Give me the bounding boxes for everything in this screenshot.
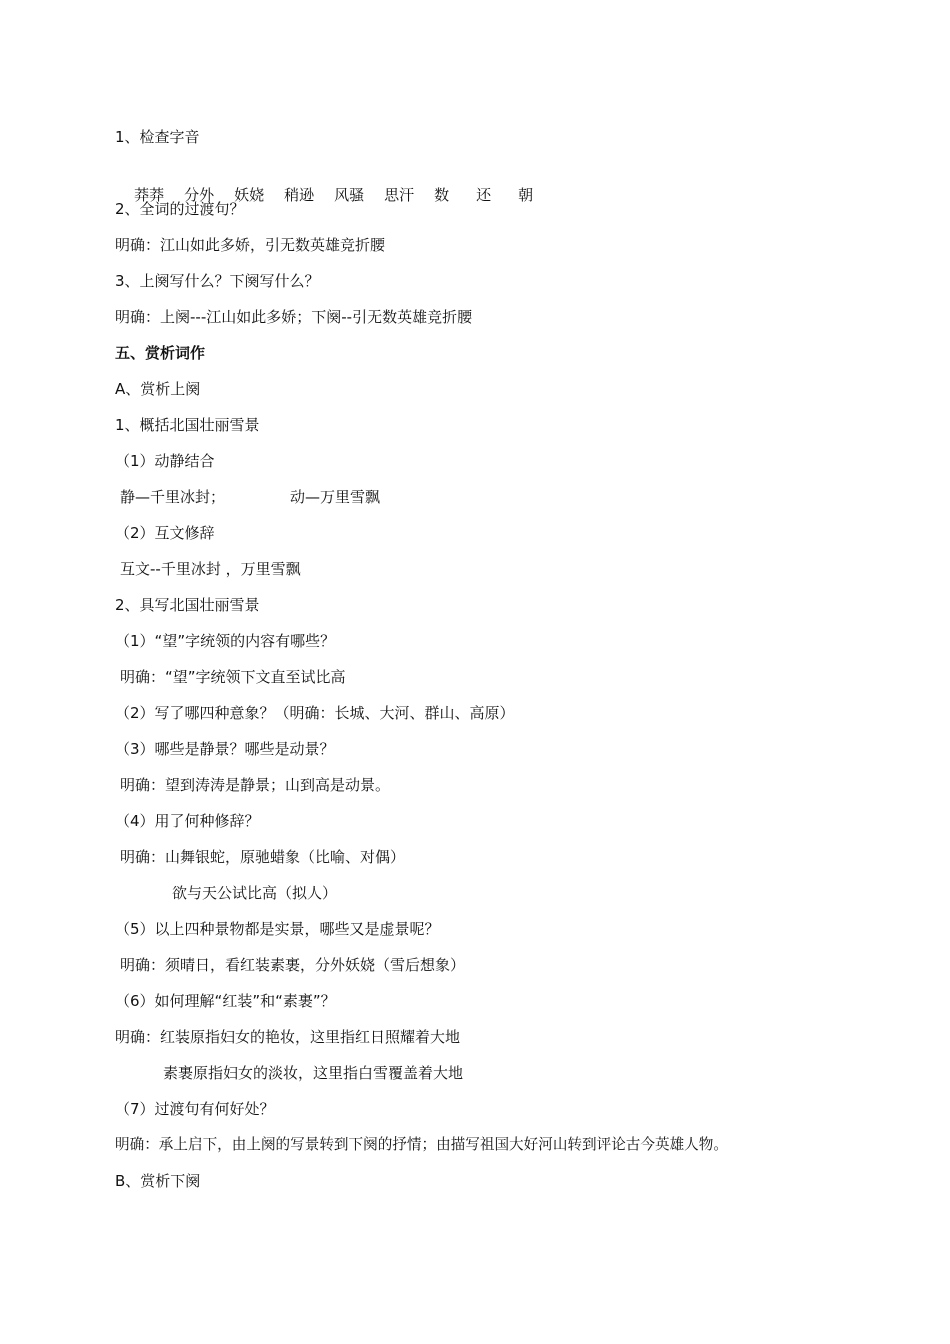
intertext-example: 互文--千里冰封 ，万里雪飘 xyxy=(120,560,301,578)
point-1-1: （1）动静结合 xyxy=(115,452,215,470)
word-item: 朝 xyxy=(518,186,534,204)
point-2: 2、具写北国壮丽雪景 xyxy=(115,596,260,614)
question-parts: 3、上阕写什么？下阕写什么？ xyxy=(115,272,320,290)
dynamic-scene: 动—万里雪飘 xyxy=(290,488,381,506)
question-2-1: （1）“望”字统领的内容有哪些？ xyxy=(115,632,336,650)
subsection-b: B、赏析下阕 xyxy=(115,1172,201,1190)
word-item: 还 xyxy=(476,186,492,204)
answer-2-4-cont: 欲与天公试比高（拟人） xyxy=(172,884,338,902)
question-2-5: （5）以上四种景物都是实景，哪些又是虚景呢？ xyxy=(115,920,440,938)
word-item: 风骚 xyxy=(334,186,365,204)
answer-2-4: 明确：山舞银蛇，原驰蜡象（比喻、对偶） xyxy=(120,848,406,866)
section-title: 五、赏析词作 xyxy=(115,344,206,362)
question-2-4: （4）用了何种修辞？ xyxy=(115,812,260,830)
word-item: 莽莽 xyxy=(134,186,165,204)
word-item: 数 xyxy=(434,186,450,204)
answer-2-6: 明确：红装原指妇女的艳妆，这里指红日照耀着大地 xyxy=(115,1028,461,1046)
answer-transition: 明确：江山如此多娇，引无数英雄竞折腰 xyxy=(115,236,386,254)
question-2-3: （3）哪些是静景？哪些是动景？ xyxy=(115,740,335,758)
static-scene: 静—千里冰封； xyxy=(120,488,226,506)
answer-2-5: 明确：须晴日，看红装素裹，分外妖娆（雪后想象） xyxy=(120,956,466,974)
word-list xyxy=(115,162,548,204)
answer-parts: 明确：上阕---江山如此多娇；下阕--引无数英雄竞折腰 xyxy=(115,308,473,326)
subsection-a: A、赏析上阕 xyxy=(115,380,201,398)
word-item: 分外 xyxy=(184,186,215,204)
word-item: 稍逊 xyxy=(284,186,315,204)
word-item: 思汗 xyxy=(384,186,415,204)
question-2-2: （2）写了哪四种意象？（明确：长城、大河、群山、高原） xyxy=(115,704,515,722)
answer-2-6-cont: 素裹原指妇女的淡妆，这里指白雪覆盖着大地 xyxy=(163,1064,464,1082)
question-2-7: （7）过渡句有何好处？ xyxy=(115,1100,275,1118)
answer-2-3: 明确：望到涛涛是静景；山到高是动景。 xyxy=(120,776,391,794)
point-1-2: （2）互文修辞 xyxy=(115,524,215,542)
answer-2-7: 明确：承上启下，由上阕的写景转到下阕的抒情；由描写祖国大好河山转到评论古今英雄人物。 xyxy=(115,1136,728,1153)
question-2-6: （6）如何理解“红装”和“素裹”？ xyxy=(115,992,336,1010)
answer-2-1: 明确：“望”字统领下文直至试比高 xyxy=(120,668,346,686)
word-item: 妖娆 xyxy=(234,186,265,204)
heading-check-pronunciation: 1、检查字音 xyxy=(115,128,200,146)
point-1: 1、概括北国壮丽雪景 xyxy=(115,416,260,434)
question-transition: 2、全词的过渡句？ xyxy=(115,200,245,218)
